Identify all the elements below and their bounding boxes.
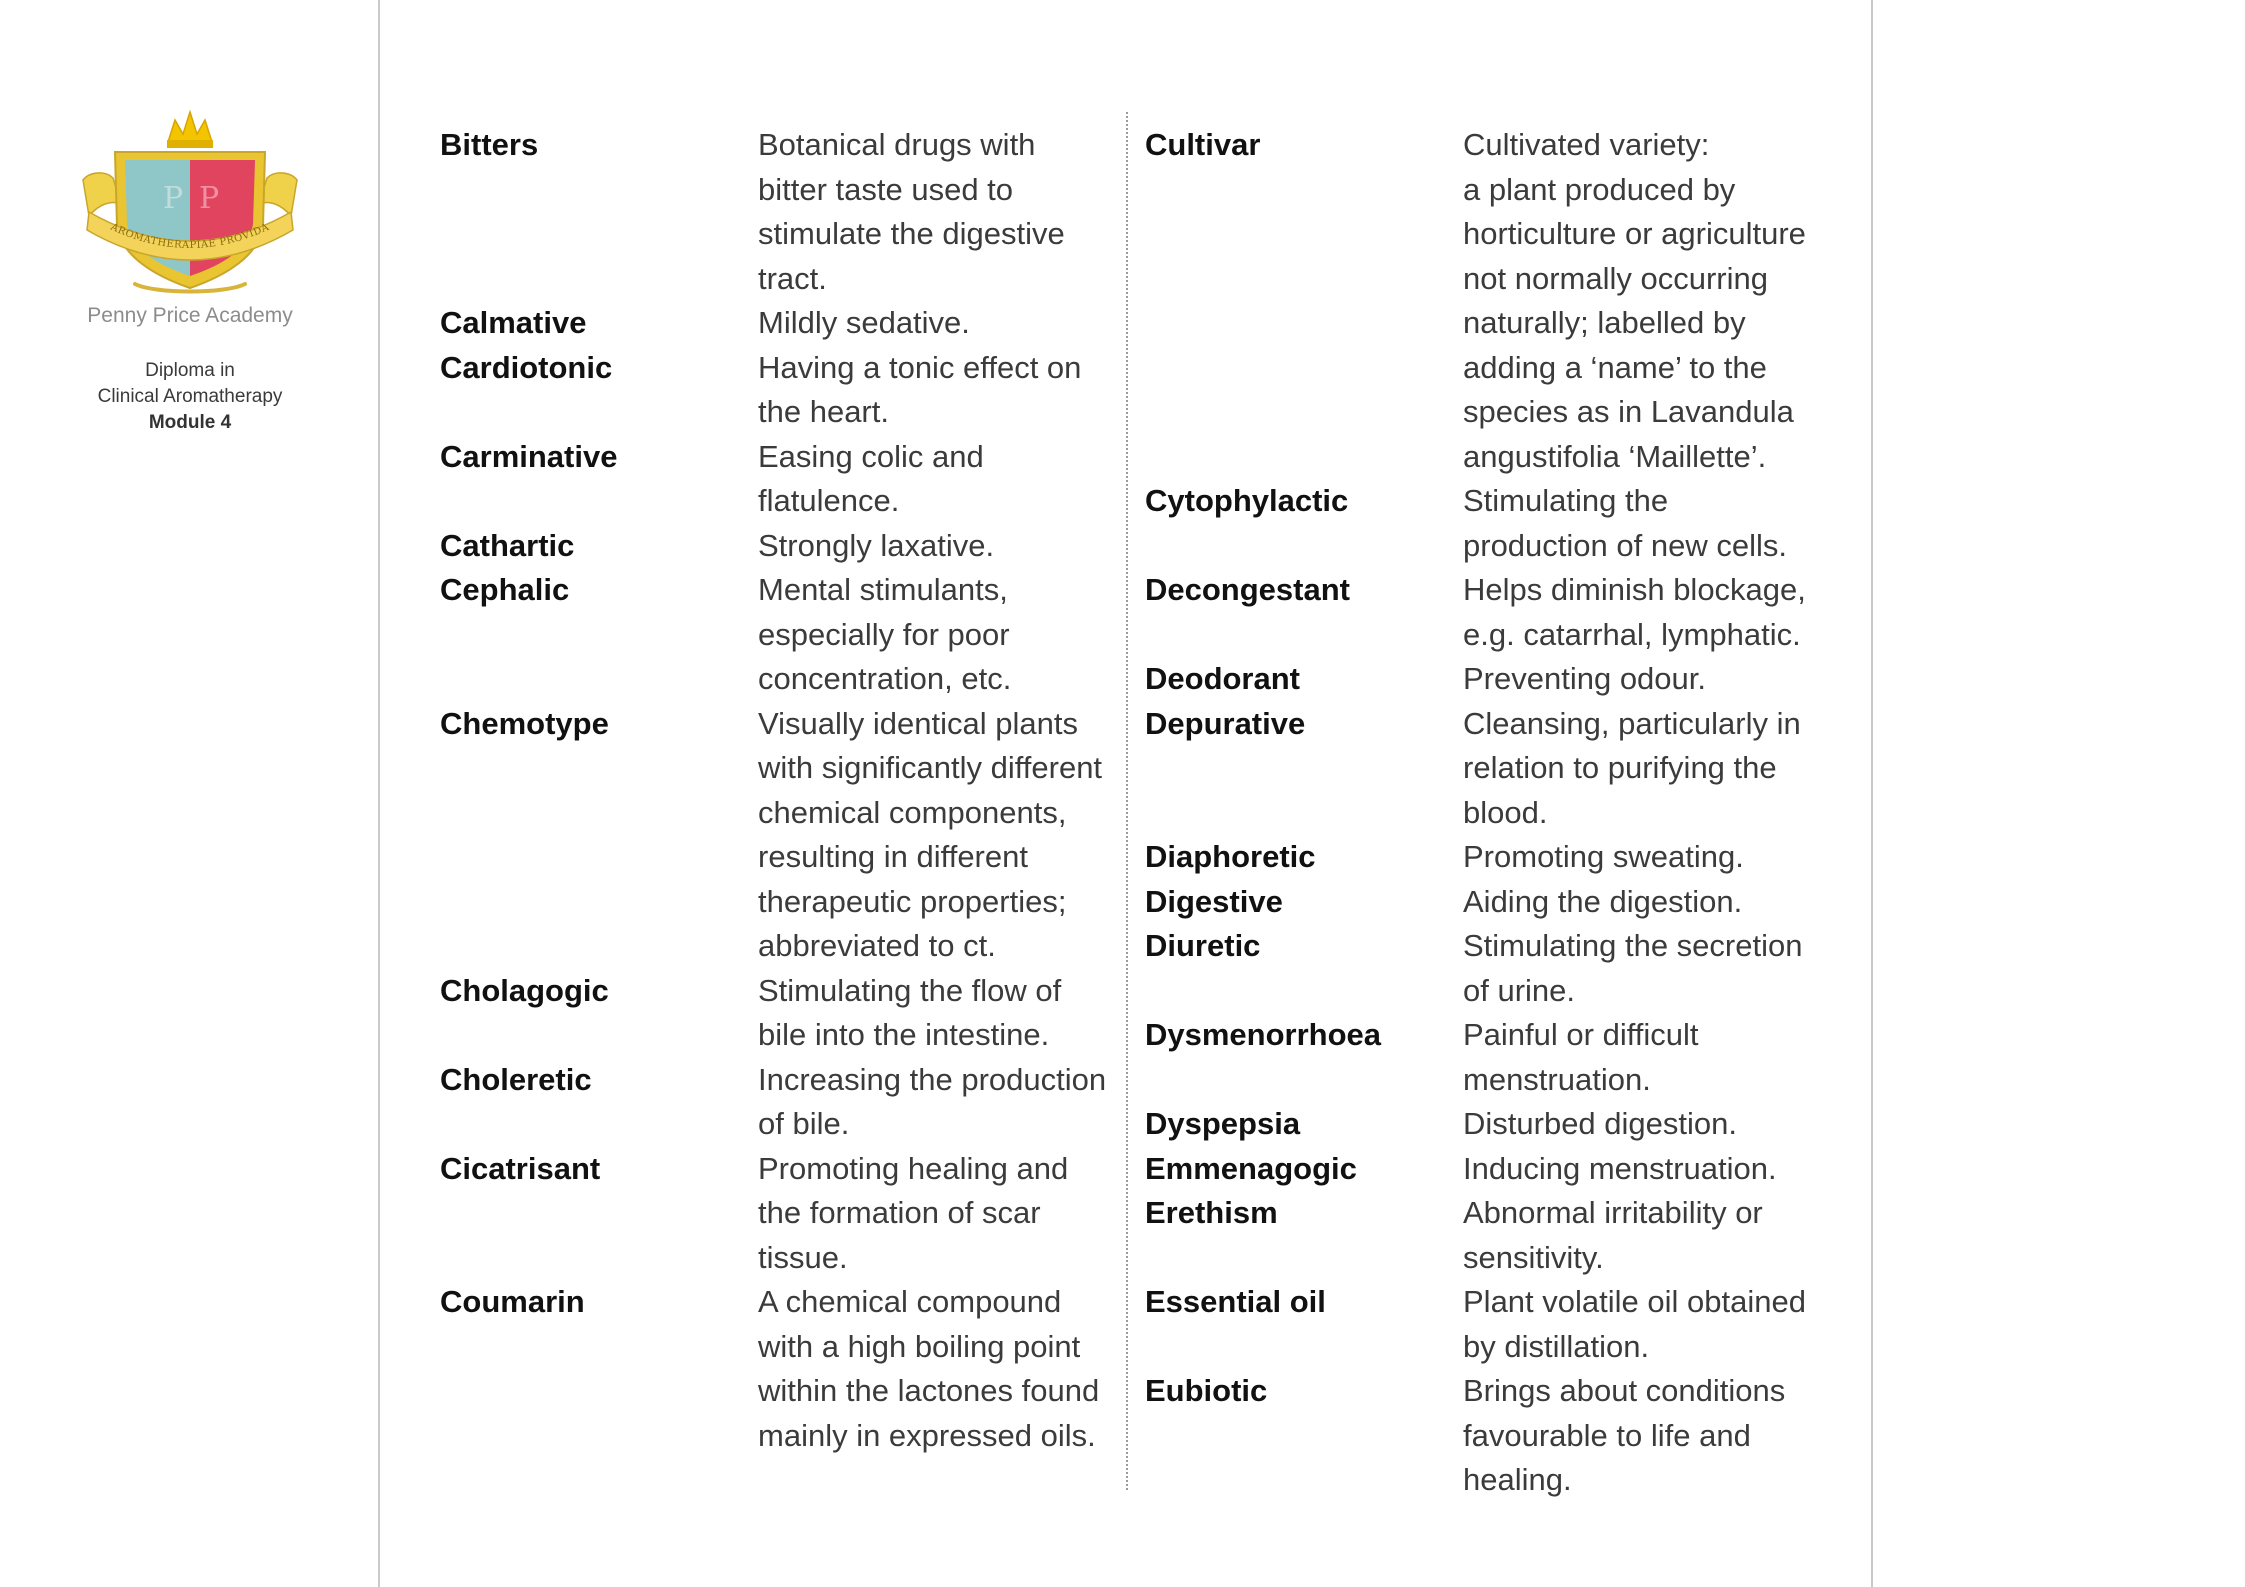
glossary-definition: Painful or difficult menstruation. [1463, 1017, 1699, 1097]
glossary-entry [1145, 880, 1845, 925]
glossary-entry [1145, 657, 1845, 702]
glossary-entry [1145, 924, 1845, 1013]
glossary-term: Decongestant [1145, 572, 1350, 607]
svg-text:P: P [199, 181, 220, 216]
glossary-definition: Preventing odour. [1463, 661, 1707, 696]
academy-name: Penny Price Academy [87, 304, 293, 327]
glossary-definition: Botanical drugs with bitter taste used to stimulate the digestive tract. [758, 127, 1065, 296]
glossary-definition: Promoting sweating. [1463, 839, 1744, 874]
glossary-term: Dysmenorrhoea [1145, 1017, 1382, 1052]
glossary-term: Diuretic [1145, 928, 1261, 963]
glossary-entry [440, 1280, 1140, 1458]
glossary-definition: Abnormal irritability or sensitivity. [1463, 1195, 1763, 1275]
glossary-definition: Mildly sedative. [758, 305, 970, 340]
glossary-entry [1145, 123, 1845, 479]
glossary-term: Carminative [440, 438, 618, 474]
glossary-entry [440, 524, 1140, 569]
crest-motto: AROMATHERAPIAE PROVIDA [108, 221, 272, 252]
glossary-entry [1145, 1280, 1845, 1369]
glossary-entry [440, 568, 1140, 702]
glossary-term: Cytophylactic [1145, 483, 1349, 518]
glossary-entry [440, 301, 1140, 346]
glossary-column-right [1145, 123, 1845, 1503]
glossary-definition: Brings about conditions favourable to life and healing. [1463, 1373, 1786, 1497]
glossary-entry [440, 435, 1140, 524]
glossary-term: Cultivar [1145, 127, 1261, 162]
glossary-definition: Cleansing, particularly in relation to purifying the blood. [1463, 705, 1801, 830]
svg-text:P: P [163, 181, 184, 216]
glossary-definition: Having a tonic effect on the heart. [758, 349, 1082, 429]
glossary-term: Cicatrisant [440, 1150, 601, 1186]
glossary-definition: A chemical compound with a high boiling point within the lactones found mainly in expressed oils. [758, 1284, 1100, 1453]
glossary-entry [1145, 1191, 1845, 1280]
glossary-term: Essential oil [1145, 1284, 1326, 1319]
glossary-definition: Cultivated variety: a plant produced by horticulture or agriculture not normally occurring naturally; labelled by adding a ‘name’ to the species as in Lavandula angustifolia ‘Maillette’. [1463, 127, 1806, 474]
course-info [40, 358, 340, 436]
glossary-term: Cholagogic [440, 972, 609, 1008]
glossary-entry [1145, 702, 1845, 836]
glossary-entry [1145, 479, 1845, 568]
glossary-term: Cephalic [440, 572, 570, 607]
academy-crest-logo [75, 108, 305, 298]
glossary-entry [1145, 835, 1845, 880]
glossary-definition: Inducing menstruation. [1463, 1150, 1777, 1186]
glossary-entry [440, 702, 1140, 969]
glossary-entry [1145, 1147, 1845, 1192]
glossary-column-left [440, 123, 1140, 1458]
glossary-term: Eubiotic [1145, 1373, 1268, 1408]
glossary-term: Dyspepsia [1145, 1106, 1301, 1141]
page-margin-line-right [1871, 0, 1873, 1587]
glossary-definition: Plant volatile oil obtained by distillation. [1463, 1284, 1806, 1364]
glossary-term: Cardiotonic [440, 349, 613, 385]
glossary-term: Choleretic [440, 1061, 592, 1097]
sidebar [40, 108, 340, 436]
glossary-entry [440, 969, 1140, 1058]
glossary-term: Coumarin [440, 1284, 585, 1319]
glossary-definition: Increasing the production of bile. [758, 1061, 1107, 1141]
glossary-definition: Easing colic and flatulence. [758, 438, 984, 518]
glossary-definition: Stimulating the flow of bile into the intestine. [758, 972, 1062, 1052]
glossary-entry [440, 346, 1140, 435]
glossary-term: Chemotype [440, 705, 609, 741]
glossary-term: Erethism [1145, 1195, 1278, 1230]
glossary-definition: Helps diminish blockage, e.g. catarrhal, lymphatic. [1463, 572, 1806, 652]
course-line-1: Diploma in [145, 360, 235, 381]
glossary-entry [440, 1147, 1140, 1281]
glossary-definition: Promoting healing and the formation of scar tissue. [758, 1150, 1069, 1275]
glossary-term: Diaphoretic [1145, 839, 1316, 874]
glossary-entry [1145, 1013, 1845, 1102]
glossary-entry [1145, 1102, 1845, 1147]
glossary-definition: Visually identical plants with significantly different chemical components, resulting in different therapeutic properties; abbreviated to ct. [758, 705, 1103, 963]
glossary-term: Emmenagogic [1145, 1150, 1357, 1186]
glossary-term: Deodorant [1145, 661, 1300, 696]
glossary-entry [440, 1058, 1140, 1147]
glossary-definition: Stimulating the production of new cells. [1463, 483, 1787, 563]
glossary-term: Calmative [440, 305, 587, 340]
glossary-term: Bitters [440, 127, 539, 162]
page-margin-line-left [378, 0, 380, 1587]
glossary-definition: Mental stimulants, especially for poor concentration, etc. [758, 572, 1012, 696]
glossary-definition: Strongly laxative. [758, 527, 995, 563]
glossary-term: Cathartic [440, 527, 575, 563]
glossary-term: Depurative [1145, 705, 1306, 741]
module-label: Module 4 [148, 412, 232, 433]
course-line-2: Clinical Aromatherapy [97, 386, 283, 407]
glossary-entry [1145, 1369, 1845, 1503]
glossary-term: Digestive [1145, 883, 1283, 919]
glossary-definition: Aiding the digestion. [1463, 883, 1743, 919]
glossary-entry [1145, 568, 1845, 657]
glossary-definition: Disturbed digestion. [1463, 1106, 1737, 1141]
glossary-entry [440, 123, 1140, 301]
glossary-definition: Stimulating the secretion of urine. [1463, 928, 1803, 1008]
